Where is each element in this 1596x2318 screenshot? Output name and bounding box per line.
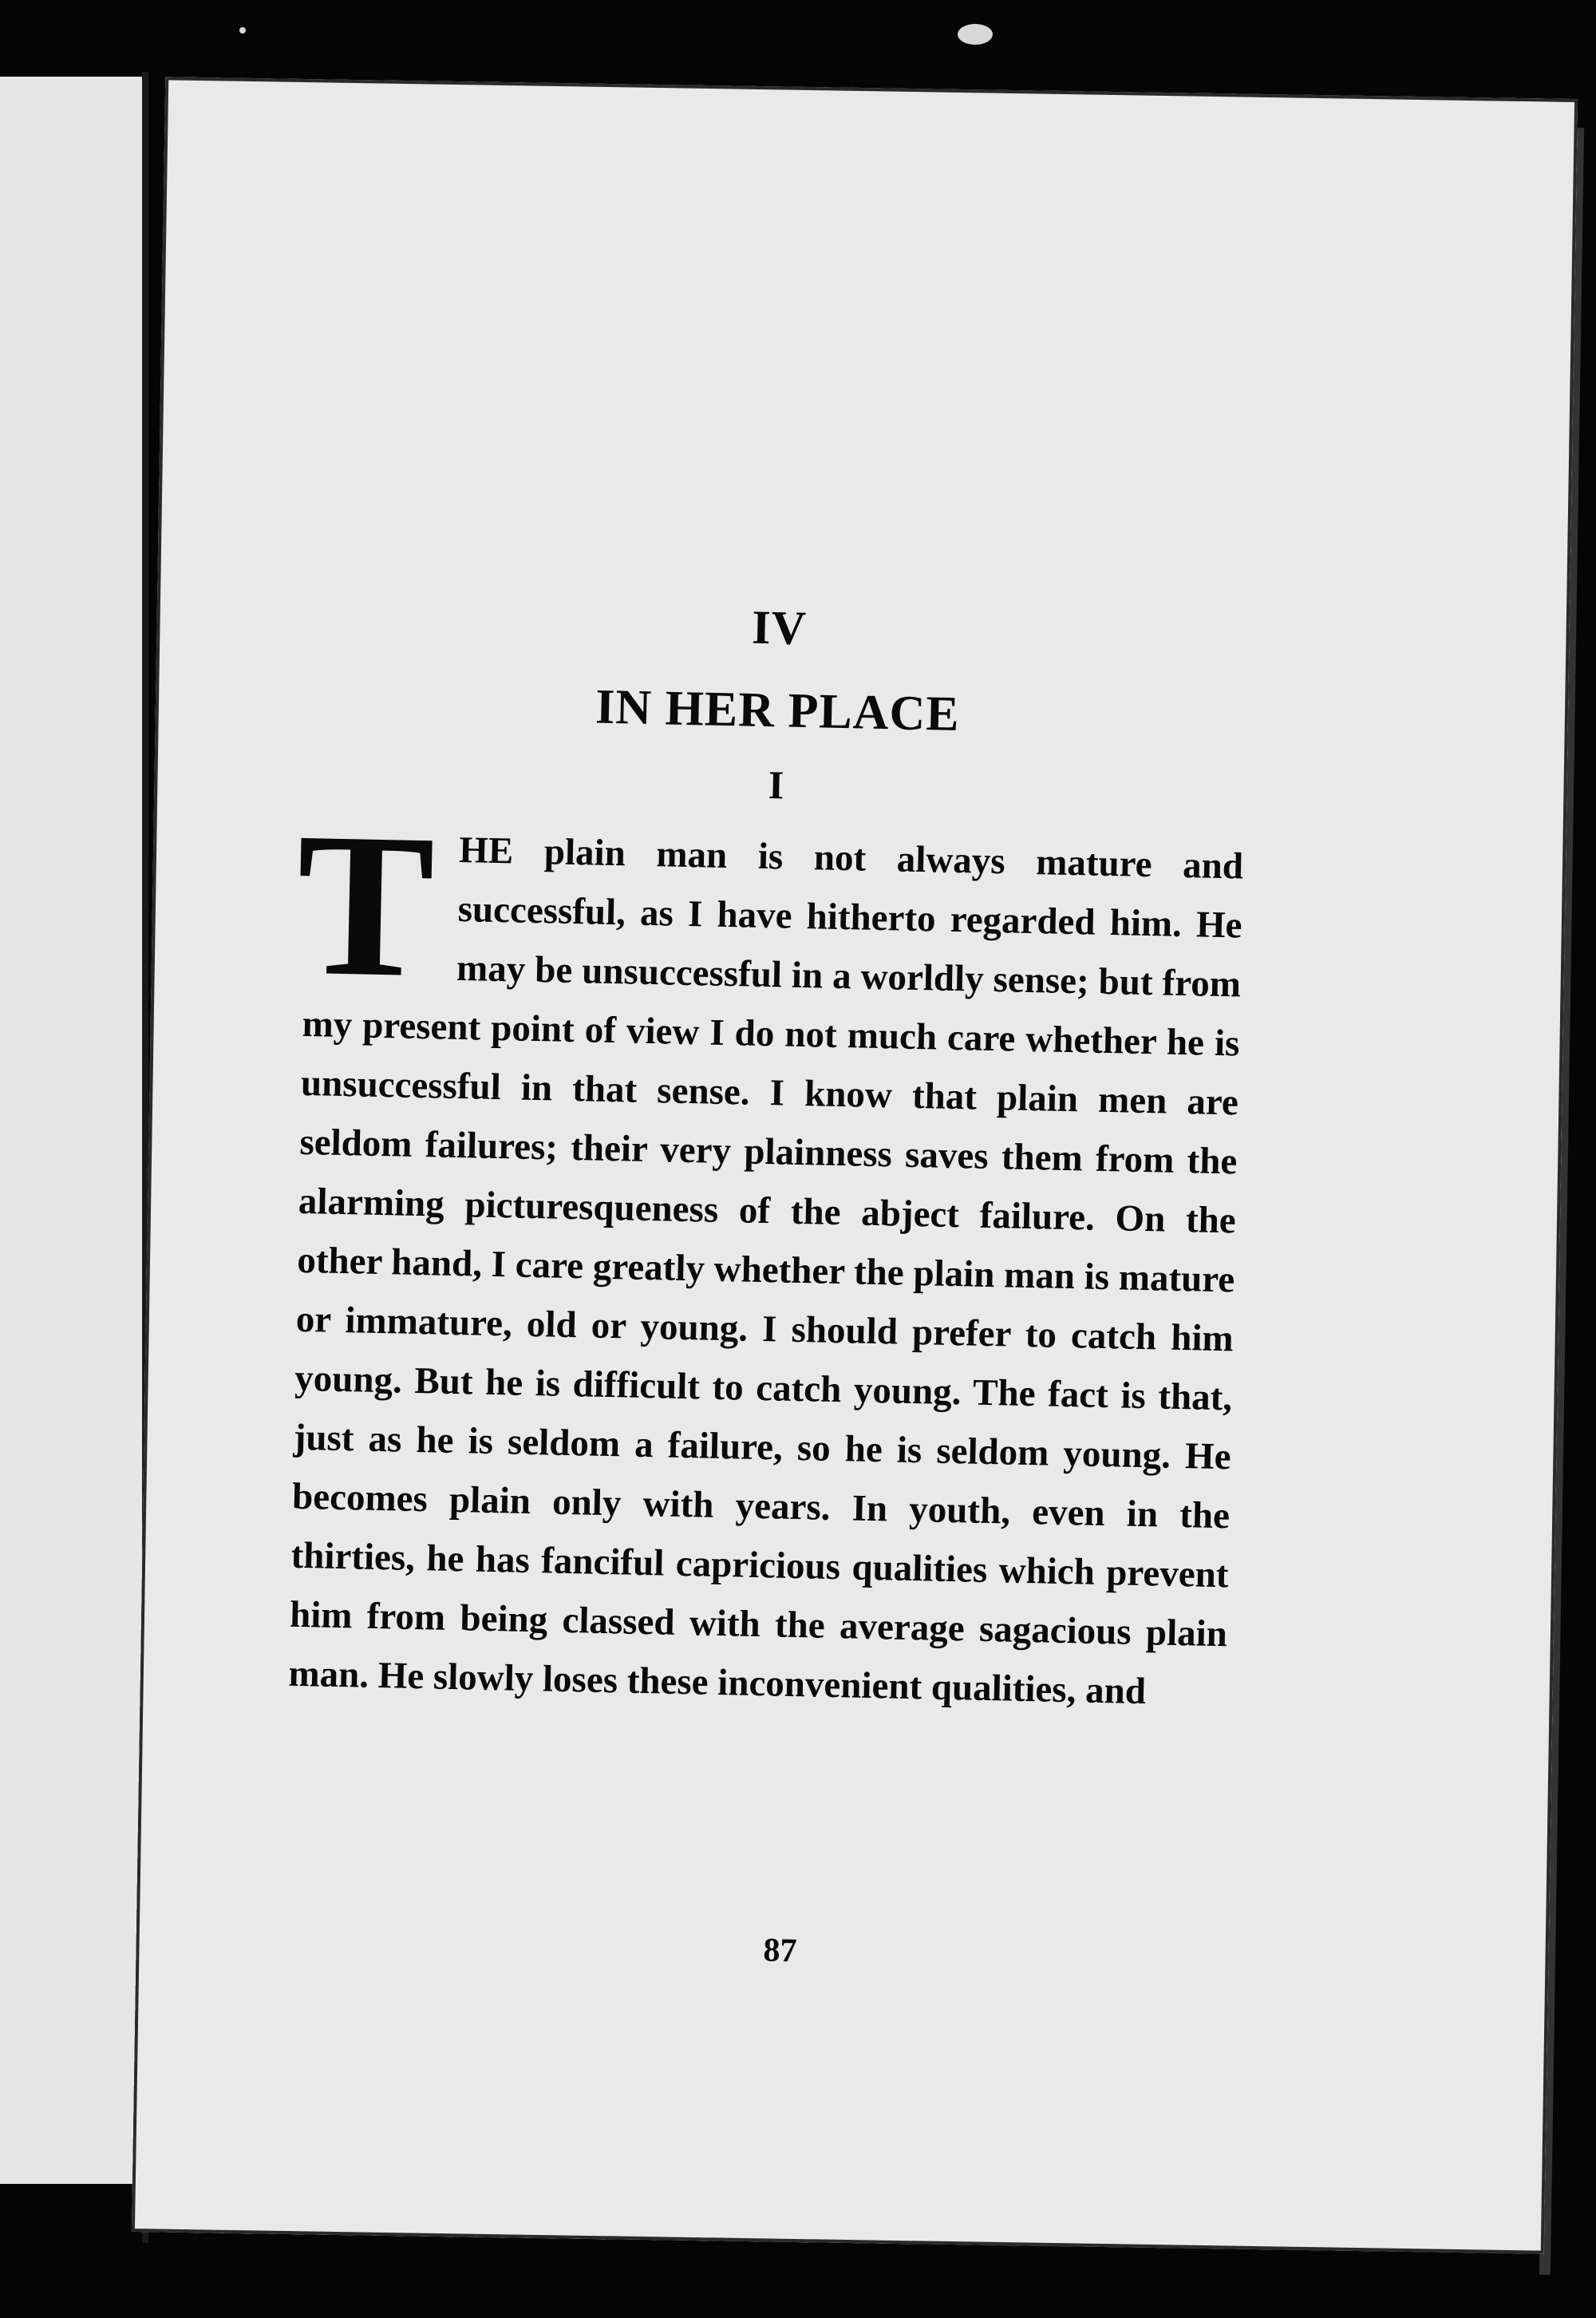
drop-cap: T [294, 789, 437, 1021]
facing-page-edge [0, 77, 144, 2184]
scan-speck [239, 27, 246, 34]
chapter-title: IN HER PLACE [595, 679, 961, 742]
body-paragraph [288, 789, 1244, 1723]
page-number: 87 [763, 1932, 797, 1970]
chapter-number: IV [751, 600, 808, 655]
section-number: I [768, 762, 784, 808]
drop-cap-continuation: HE [458, 829, 514, 872]
page-content [288, 591, 1249, 1723]
paragraph-text: plain man is not always mature and successful, as I have hitherto regarded him. He may be unsuccessful in a worldly sense; but from my present point of view I do not much care whether he is unsuccessful in that sense. I know that plain men are seldom failures; their very plainness saves them from the alarming picturesqueness of the abject failure. On the other hand, I care greatly whether the plain man is mature or immature, old or young. I should prefer to catch him young. But he is difficult to catch young. The fact is that, just as he is seldom a failure, so he is seldom young. He becomes plain only with years. In youth, even in the thirties, he has fanciful capricious qualities which prevent him from being classed with the average sagacious plain man. He slowly loses these inconvenient qualities, and [288, 830, 1244, 1713]
scan-speck [958, 24, 993, 45]
